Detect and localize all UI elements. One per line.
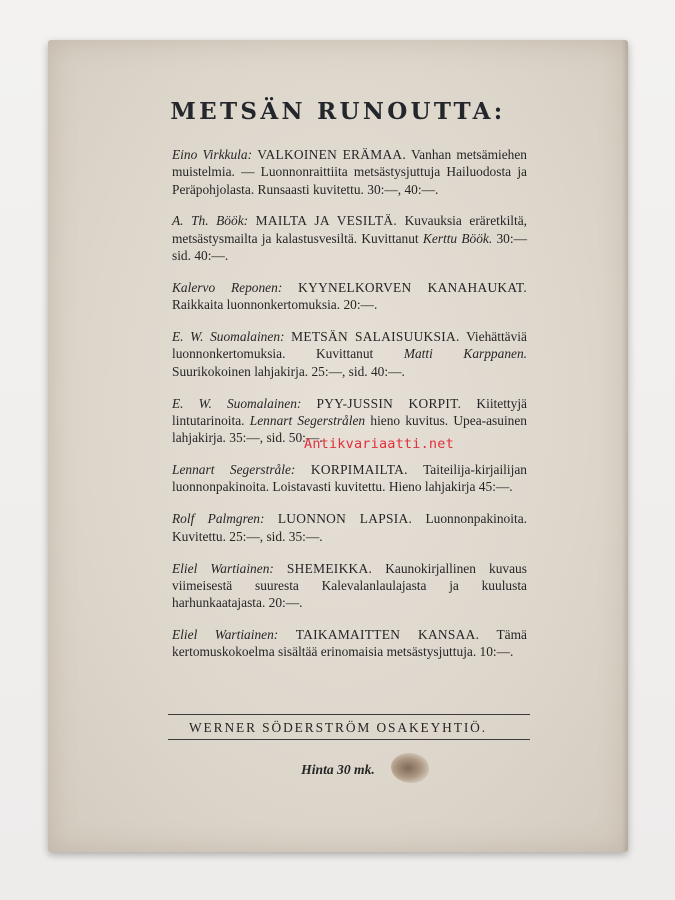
- entry-price: 30:— sid. 40:—.: [172, 230, 527, 264]
- entry-description: Kuvauksia eräretkiltä, metsästysmailta ja kalastusvesiltä. Kuvittanut: [172, 213, 528, 246]
- entry-title: LUONNON LAPSIA.: [277, 511, 413, 527]
- publisher-rule-bottom: [168, 739, 530, 740]
- entry-description: Tämä kertomuskokoelma sisältää erinomaisia metsästysjuttuja. 10:—.: [172, 626, 527, 660]
- book-entry-mailta-ja-vesilta: [172, 212, 527, 264]
- entry-description: Viehättäviä luonnonkertomuksia. Kuvittanut: [172, 329, 527, 362]
- entry-author: Eliel Wartiainen:: [172, 560, 274, 576]
- watermark-text: Antikvariaatti.net: [304, 436, 454, 452]
- entry-title: SHEMEIKKA.: [286, 560, 373, 576]
- price-sticker-stain: [391, 753, 429, 783]
- entry-price: Suurikokoinen lahjakirja. 25:—, sid. 40:—.: [172, 363, 405, 379]
- book-entry-metsan-salaisuuksia: [172, 328, 527, 380]
- book-list: [172, 146, 527, 661]
- cover-heading: METSÄN RUNOUTTA:: [170, 98, 506, 125]
- entry-author: A. Th. Böök:: [172, 213, 249, 229]
- entry-title: KORPIMAILTA.: [310, 462, 408, 478]
- book-entry-taikamaitten-kansaa: [172, 626, 527, 661]
- entry-author: E. W. Suomalainen:: [172, 395, 302, 411]
- entry-author: Kalervo Reponen:: [172, 279, 283, 295]
- book-entry-valkoinen-eramaa: [172, 146, 527, 198]
- entry-illustrator: Kerttu Böök.: [422, 230, 493, 246]
- entry-price: hieno kuvitus. Upea-asuinen lahjakirja. 35:—, sid. 50:—.: [172, 412, 527, 446]
- entry-title: VALKOINEN ERÄMAA.: [257, 147, 407, 162]
- price-label: Hinta 30 mk.: [301, 762, 375, 777]
- entry-description: Kiitettyjä lintutarinoita.: [172, 395, 527, 428]
- book-entry-kyynelkorven-kanahaukat: [172, 279, 527, 314]
- entry-title: KYYNELKORVEN KANAHAUKAT.: [298, 279, 527, 295]
- publisher-rule-top: [168, 714, 530, 715]
- entry-author: E. W. Suomalainen:: [172, 329, 285, 345]
- entry-author: Rolf Palmgren:: [172, 511, 265, 527]
- entry-author: Eliel Wartiainen:: [172, 626, 279, 642]
- book-entry-shemeikka: [172, 560, 527, 612]
- book-back-cover: [48, 40, 628, 852]
- entry-description: Raikkaita luonnonkertomuksia. 20:—.: [172, 297, 378, 313]
- entry-illustrator: Matti Karppanen.: [403, 346, 527, 362]
- entry-description: Taiteilija-kirjailijan luonnonpakinoita. Loistavasti kuvitettu. Hieno lahjakirja 45:—.: [172, 462, 527, 495]
- entry-title: METSÄN SALAISUUKSIA.: [291, 329, 460, 345]
- book-entry-luonnon-lapsia: [172, 510, 527, 545]
- publisher-name: WERNER SÖDERSTRÖM OSAKEYHTIÖ.: [189, 720, 487, 735]
- entry-description: Kaunokirjallinen kuvaus viimeisestä suuresta Kalevalanlaulajasta ja kuulusta harhunkaatajasta. 20:—.: [172, 560, 527, 611]
- entry-author: Lennart Segerstråle:: [172, 462, 296, 478]
- entry-author: Eino Virkkula:: [172, 147, 253, 162]
- entry-description: Vanhan metsämiehen muistelmia. — Luonnonraittiita metsästysjuttuja Hailuodosta ja Peräpohjolasta. Runsaasti kuvitettu. 30:—, 40:—.: [172, 147, 527, 197]
- entry-illustrator: Lennart Segerstrålen: [249, 412, 366, 428]
- book-entry-korpimailta: [172, 461, 527, 496]
- entry-description: Luonnonpakinoita. Kuvitettu. 25:—, sid. 35:—.: [172, 511, 527, 544]
- entry-title: MAILTA JA VESILTÄ.: [255, 213, 398, 229]
- entry-title: TAIKAMAITTEN KANSAA.: [295, 626, 480, 642]
- entry-title: PYY-JUSSIN KORPIT.: [316, 395, 462, 411]
